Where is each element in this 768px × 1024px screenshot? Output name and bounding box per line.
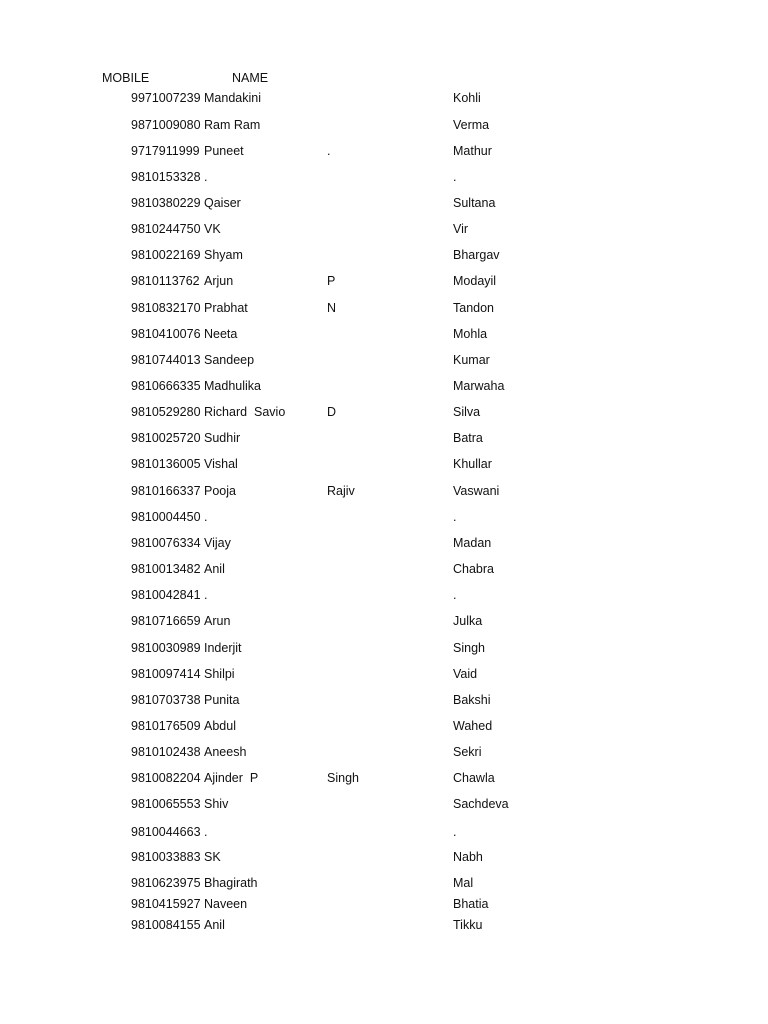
table-row [0,562,768,578]
first-name-cell: Puneet [204,144,244,158]
table-row [0,274,768,290]
mobile-number-cell: 9810013482 [131,562,201,576]
first-name-cell: Abdul [204,719,236,733]
first-name-cell: Vishal [204,457,238,471]
last-name-cell: . [453,170,457,184]
table-row [0,91,768,107]
mobile-number-cell: 9810380229 [131,196,201,210]
first-name-cell: Qaiser [204,196,241,210]
table-row [0,825,768,841]
table-row [0,918,768,934]
last-name-cell: Sachdeva [453,797,509,811]
mobile-number-cell: 9810166337 [131,484,201,498]
first-name-cell: Richard Savio [204,405,286,419]
last-name-cell: Batra [453,431,483,445]
table-row [0,510,768,526]
table-row [0,771,768,787]
first-name-cell: Shilpi [204,667,235,681]
last-name-cell: Tikku [453,918,483,932]
mobile-number-cell: 9810623975 [131,876,201,890]
last-name-cell: . [453,588,457,602]
table-row [0,170,768,186]
first-name-cell: Inderjit [204,641,242,655]
mobile-number-cell: 9810136005 [131,457,201,471]
last-name-cell: Vaswani [453,484,500,498]
last-name-cell: Wahed [453,719,493,733]
middle-name-cell: P [327,274,336,288]
first-name-cell: Ram Ram [204,118,261,132]
mobile-number-cell: 9810082204 [131,771,201,785]
first-name-cell: Prabhat [204,301,248,315]
table-row [0,536,768,552]
table-row [0,405,768,421]
first-name-cell: . [204,588,208,602]
mobile-number-cell: 9810033883 [131,850,201,864]
table-row [0,693,768,709]
table-row [0,719,768,735]
table-row [0,144,768,160]
first-name-cell: VK [204,222,221,236]
mobile-number-cell: 9717911999 [131,144,200,158]
table-row [0,248,768,264]
table-row [0,797,768,813]
first-name-cell: Arjun [204,274,234,288]
table-row [0,431,768,447]
first-name-cell: Arun [204,614,231,628]
mobile-number-cell: 9810415927 [131,897,201,911]
first-name-cell: Shyam [204,248,243,262]
last-name-cell: Bhargav [453,248,500,262]
table-row [0,301,768,317]
middle-name-cell: Rajiv [327,484,355,498]
mobile-number-cell: 9810044663 [131,825,201,839]
table-row [0,745,768,761]
last-name-cell: Tandon [453,301,495,315]
first-name-cell: Ajinder P [204,771,259,785]
mobile-number-cell: 9810176509 [131,719,201,733]
last-name-cell: Chawla [453,771,495,785]
table-row [0,641,768,657]
mobile-number-cell: 9810102438 [131,745,201,759]
mobile-number-cell: 9971007239 [131,91,201,105]
first-name-cell: Anil [204,918,225,932]
table-row [0,667,768,683]
last-name-cell: Chabra [453,562,494,576]
last-name-cell: Mal [453,876,474,890]
mobile-number-cell: 9810042841 [131,588,201,602]
last-name-cell: Nabh [453,850,483,864]
table-row [0,118,768,134]
first-name-cell: Anil [204,562,225,576]
mobile-number-cell: 9810703738 [131,693,201,707]
last-name-cell: . [453,510,457,524]
first-name-cell: Mandakini [204,91,261,105]
mobile-number-cell: 9810529280 [131,405,201,419]
last-name-cell: Vir [453,222,469,236]
mobile-number-cell: 9810153328 [131,170,201,184]
table-row [0,484,768,500]
table-row [0,196,768,212]
middle-name-cell: Singh [327,771,359,785]
first-name-cell: Sandeep [204,353,255,367]
first-name-cell: Madhulika [204,379,261,393]
last-name-cell: Mathur [453,144,492,158]
name-column-header: NAME [232,71,269,85]
mobile-number-cell: 9810666335 [131,379,201,393]
first-name-cell: . [204,510,208,524]
mobile-number-cell: 9810744013 [131,353,201,367]
table-row [0,353,768,369]
first-name-cell: SK [204,850,221,864]
first-name-cell: Vijay [204,536,231,550]
middle-name-cell: D [327,405,337,419]
mobile-number-cell: 9810097414 [131,667,201,681]
table-row [0,876,768,892]
mobile-number-cell: 9810025720 [131,431,201,445]
mobile-number-cell: 9810084155 [131,918,201,932]
last-name-cell: Mohla [453,327,488,341]
last-name-cell: Sultana [453,196,496,210]
last-name-cell: . [453,825,457,839]
last-name-cell: Silva [453,405,481,419]
mobile-number-cell: 9810113762 [131,274,200,288]
table-row [0,614,768,630]
last-name-cell: Bakshi [453,693,491,707]
mobile-number-cell: 9810022169 [131,248,201,262]
last-name-cell: Khullar [453,457,492,471]
last-name-cell: Modayil [453,274,497,288]
first-name-cell: . [204,170,208,184]
last-name-cell: Sekri [453,745,482,759]
first-name-cell: Pooja [204,484,236,498]
first-name-cell: Bhagirath [204,876,258,890]
last-name-cell: Verma [453,118,490,132]
last-name-cell: Bhatia [453,897,489,911]
table-row [0,457,768,473]
first-name-cell: Aneesh [204,745,247,759]
table-row [0,897,768,913]
first-name-cell: Shiv [204,797,229,811]
first-name-cell: Punita [204,693,240,707]
mobile-number-cell: 9810410076 [131,327,201,341]
first-name-cell: Naveen [204,897,248,911]
middle-name-cell: N [327,301,337,315]
first-name-cell: Sudhir [204,431,241,445]
last-name-cell: Julka [453,614,483,628]
mobile-number-cell: 9810065553 [131,797,201,811]
mobile-number-cell: 9810030989 [131,641,201,655]
last-name-cell: Singh [453,641,485,655]
mobile-number-cell: 9810832170 [131,301,201,315]
mobile-number-cell: 9871009080 [131,118,201,132]
last-name-cell: Marwaha [453,379,505,393]
last-name-cell: Vaid [453,667,478,681]
table-row [0,379,768,395]
mobile-number-cell: 9810244750 [131,222,201,236]
table-row [0,588,768,604]
first-name-cell: Neeta [204,327,238,341]
table-row [0,850,768,866]
table-row [0,222,768,238]
last-name-cell: Kohli [453,91,481,105]
mobile-number-cell: 9810004450 [131,510,201,524]
mobile-number-cell: 9810076334 [131,536,201,550]
last-name-cell: Kumar [453,353,490,367]
first-name-cell: . [204,825,208,839]
mobile-column-header: MOBILE [102,71,150,85]
last-name-cell: Madan [453,536,492,550]
mobile-number-cell: 9810716659 [131,614,201,628]
table-row [0,327,768,343]
middle-name-cell: . [327,144,331,158]
